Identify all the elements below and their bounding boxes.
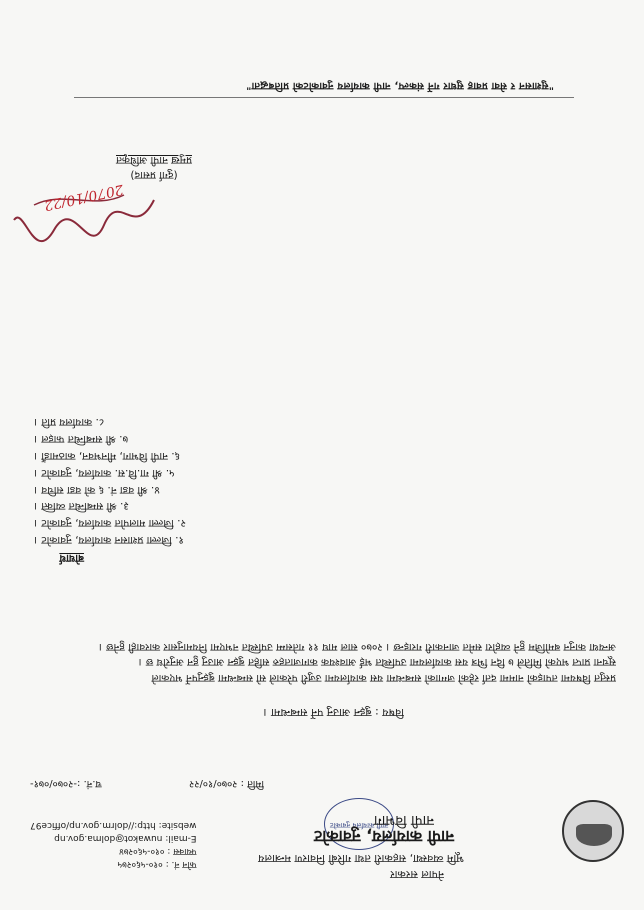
body-line: सूचना प्राप्त भएको मितिले ७ दिन भित्र यस कार्यालयमा उपस्थित भई आवश्यक कागजातहरु सहित बुझ्न आउनु हुन अनुरोध छ । [138,656,616,669]
signer-title: प्रमुख नापी अधिकृत [116,154,192,166]
footer-divider [74,97,574,98]
letter-subject: विषय : बुझ्न आउनु पर्ने सम्बन्धमा । [263,706,404,719]
list-item: ५. श्री गा.वि.स. कार्यालय, नुवाकोट । [34,466,175,479]
list-item: २. जिल्ला मालपोत कार्यालय, नुवाकोट । [34,517,186,530]
government-emblem-icon [562,800,624,862]
office-stamp: नापी कार्यालय नुवाकोट [324,798,394,850]
fax-number: फ्याक्स : ०१०-५६०२७४ [119,846,197,856]
reference-number: च.नं. :-२०७०/०७१- [30,778,102,789]
body-line: अन्यथा कानुन बमोजिम हुने व्यहोरा समेत जानकारी गराइन्छ । २०७० साल माघ ११ गतेसम्म उपस्थित नभएमा नियमानुसार कारवाही हुनेछ । [98,640,616,653]
ministry-heading: भूमि व्यवस्था, सहकारी तथा गरिबी निवारण मन्त्रालय [258,852,464,865]
list-item: ४. श्री वडा नं. ६ को वडा सचिव । [34,483,160,496]
list-item: १. जिल्ला प्रशासन कार्यालय, नुवाकोट । [34,534,184,546]
letter-date: मिति : २०७०/१०/२२ [189,778,264,789]
phone-number: फोन नं. : ०१०-५६०२७५ [117,859,197,869]
footer-slogan: "सुशासन र सेवा प्रवाह सुधार गर्ने संकल्प, नापी कार्यालय नुवाकोटको प्रतिबद्धता" [245,80,554,91]
office-heading: नापी कार्यालय, नुवाकोट [314,827,454,846]
government-heading: नेपाल सरकार [390,868,444,881]
contact-block [30,818,197,870]
list-item: ६. नापी विभाग, मीनभवन, काठमाडौं । [34,450,181,463]
email-address: E-mail: nuwakot@dolma.gov.np [54,833,197,843]
list-item: ७. श्री सम्बन्धित फाइल । [34,433,128,446]
cc-list [34,414,614,548]
list-item: ३. श्री सम्बन्धित व्यक्ति । [34,500,129,513]
signer-name: (दुर्गा प्रसाद) [130,169,178,181]
website-address: website: http://dolrm.gov.np/office97 [30,820,197,830]
department-heading: नापी विभाग [373,812,434,828]
signature-date: 2070/10/22 [42,180,125,214]
list-item: ८. कार्यालय प्रति । [34,416,105,429]
body-paragraph [28,638,616,685]
body-line: प्रस्तुत विषयमा तपाइको नाममा दर्ता रहेको जग्गाको सम्बन्धमा यस कार्यालयमा उजुरी परेकाले सो सम्बन्धमा बुझ्नुपर्ने भएकाले [151,672,616,684]
cc-list-title: बोधार्थ [59,552,84,564]
signer-block [116,152,192,182]
